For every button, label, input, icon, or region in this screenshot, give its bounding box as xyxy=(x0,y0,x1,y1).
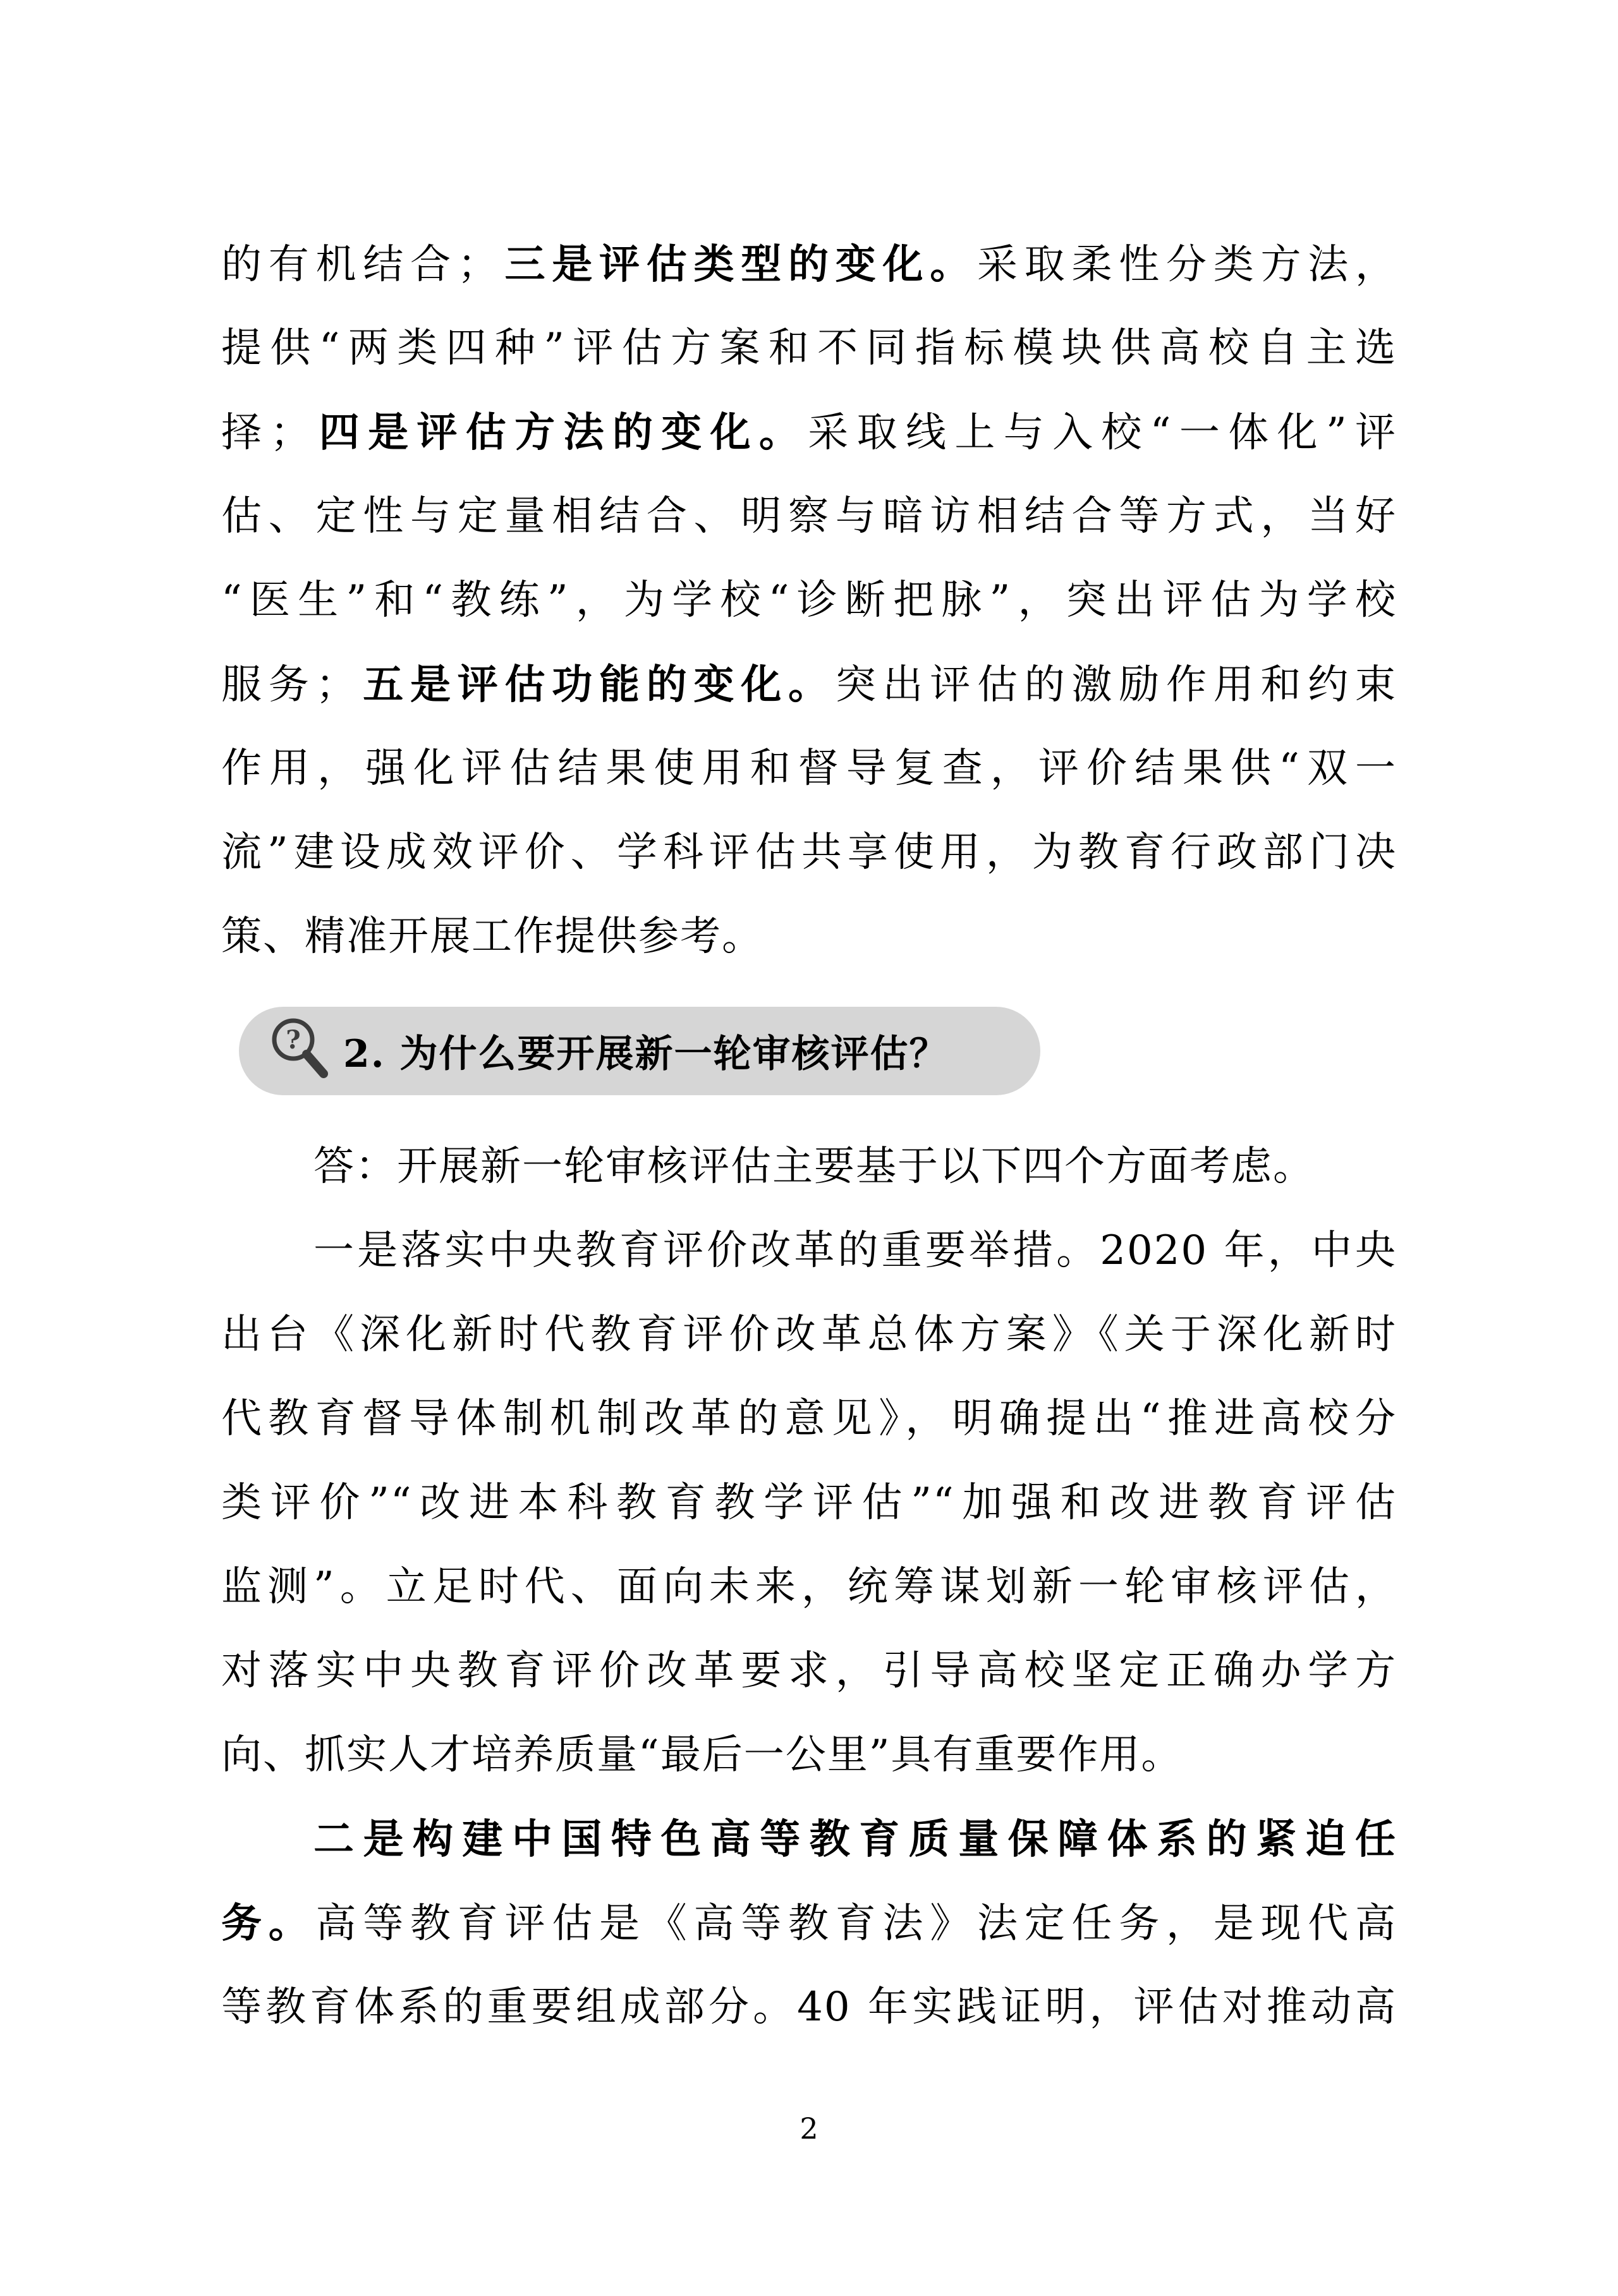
body-line xyxy=(221,1629,1397,1713)
svg-text:?: ? xyxy=(286,1025,301,1055)
text-segment: 类评价”“改进本科教育教学评估”“加强和改进教育评估 xyxy=(221,1479,1397,1526)
bold-text-segment: 四是评估方法的变化。 xyxy=(312,409,808,456)
text-segment: 采取柔性分类方法， xyxy=(977,241,1397,288)
text-segment: 监测”。立足时代、面向未来，统筹谋划新一轮审核评估， xyxy=(221,1564,1397,1610)
text-segment: 作用，强化评估结果使用和督导复查，评价结果供“双一 xyxy=(221,745,1397,792)
bold-text-segment: 五是评估功能的变化。 xyxy=(357,661,836,708)
text-segment: 流”建设成效评价、学科评估共享使用，为教育行政部门决 xyxy=(221,829,1397,876)
body-line xyxy=(221,1797,1397,1881)
body-line xyxy=(221,391,1397,475)
text-segment: 择； xyxy=(221,410,312,456)
body-line xyxy=(221,1545,1397,1629)
bold-text-segment: 三是评估类型的变化。 xyxy=(499,241,977,288)
text-segment: 提供“两类四种”评估方案和不同指标模块供高校自主选 xyxy=(221,325,1397,372)
text-segment: 对落实中央教育评价改革要求，引导高校坚定正确办学方 xyxy=(221,1648,1397,1694)
bold-text-segment: 务。 xyxy=(221,1900,316,1947)
continued-paragraph-block xyxy=(221,222,1397,979)
bold-text-segment: 二是构建中国特色高等教育质量保障体系的紧迫任 xyxy=(313,1816,1397,1863)
body-line xyxy=(221,727,1397,811)
text-segment: 的有机结合； xyxy=(221,241,499,288)
body-line xyxy=(221,1881,1397,1965)
body-line xyxy=(221,1125,1397,1209)
text-segment: 高等教育评估是《高等教育法》法定任务，是现代高 xyxy=(315,1900,1397,1947)
text-segment: 代教育督导体制机制改革的意见》，明确提出“推进高校分 xyxy=(221,1395,1397,1442)
question-heading-label: 2. 为什么要开展新一轮审核评估？ xyxy=(343,1032,949,1076)
text-segment: 突出评估的激励作用和约束 xyxy=(835,662,1397,708)
page-body xyxy=(221,222,1397,2050)
text-segment: 向、抓实人才培养质量“最后一公里”具有重要作用。 xyxy=(221,1732,1183,1778)
body-line xyxy=(221,1209,1397,1293)
text-segment: 策、精准开展工作提供参考。 xyxy=(221,913,763,960)
answer-paragraph-block xyxy=(221,1125,1397,2050)
body-line xyxy=(221,1713,1397,1797)
body-line xyxy=(221,1965,1397,2050)
text-segment: 一是落实中央教育评价改革的重要举措。2020 年，中央 xyxy=(313,1227,1397,1274)
magnifier-question-icon xyxy=(268,1016,334,1086)
body-line xyxy=(221,307,1397,391)
text-segment: 服务； xyxy=(221,662,358,708)
text-segment: 出台《深化新时代教育评价改革总体方案》《关于深化新时 xyxy=(221,1311,1397,1358)
body-line xyxy=(221,895,1397,979)
body-line xyxy=(221,643,1397,727)
body-line xyxy=(221,1293,1397,1377)
body-line xyxy=(221,811,1397,895)
text-segment: “医生”和“教练”，为学校“诊断把脉”，突出评估为学校 xyxy=(221,577,1397,624)
text-segment: 等教育体系的重要组成部分。40 年实践证明，评估对推动高 xyxy=(221,1984,1397,2031)
text-segment: 答：开展新一轮审核评估主要基于以下四个方面考虑。 xyxy=(313,1143,1315,1190)
text-segment: 采取线上与入校“一体化”评 xyxy=(808,410,1397,456)
question-heading-pill xyxy=(239,1007,1040,1095)
body-line xyxy=(221,222,1397,307)
body-line xyxy=(221,1377,1397,1461)
text-segment: 估、定性与定量相结合、明察与暗访相结合等方式，当好 xyxy=(221,493,1397,540)
body-line xyxy=(221,1461,1397,1545)
body-line xyxy=(221,475,1397,559)
body-line xyxy=(221,559,1397,643)
page-number: 2 xyxy=(800,2111,818,2146)
